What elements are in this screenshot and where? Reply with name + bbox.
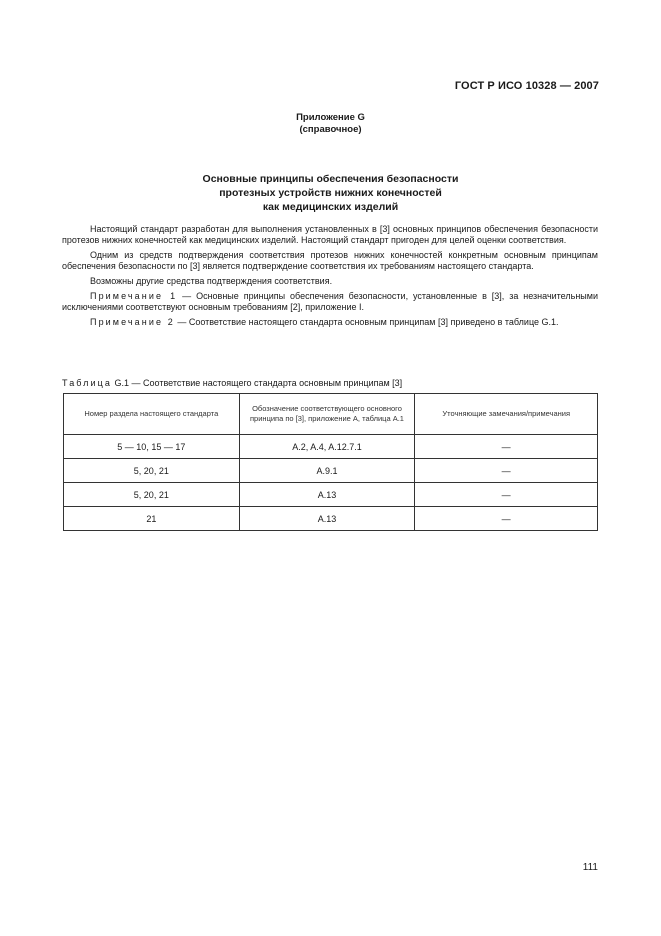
title-line-3: как медицинских изделий [262, 201, 399, 213]
compliance-table [63, 393, 598, 531]
table-row [64, 507, 598, 531]
table-cell: — [415, 507, 598, 531]
appendix-title [0, 172, 661, 214]
table-caption-text: G.1 — Соответствие настоящего стандарта основным принципам [3] [112, 378, 403, 388]
table-cell: — [415, 459, 598, 483]
table-cell: 5 — 10, 15 — 17 [64, 435, 240, 459]
table-cell: A.13 [239, 483, 415, 507]
page-number: 111 [582, 862, 598, 873]
table-row [64, 483, 598, 507]
header-section-number: Номер раздела настоящего стандарта [64, 394, 240, 435]
note-1 [62, 291, 598, 314]
table-row [64, 459, 598, 483]
table-cell: A.13 [239, 507, 415, 531]
table-cell: — [415, 483, 598, 507]
header-remarks: Уточняющие замечания/примечания [415, 394, 598, 435]
paragraph-1: Настоящий стандарт разработан для выполнения установленных в [3] основных принципов обеспечения безопасности протезов нижних конечностей как медицинских изделий. Настоящий стандарт пригоден для целей оценки соответствия. [62, 224, 598, 246]
table-cell: — [415, 435, 598, 459]
table-cell: 5, 20, 21 [64, 459, 240, 483]
standard-code: ГОСТ Р ИСО 10328 — 2007 [454, 80, 599, 92]
body-text [62, 224, 598, 328]
table-caption-label: Таблица [62, 378, 112, 388]
table-header-row [64, 394, 598, 435]
note-1-label: Примечание 1 [90, 291, 178, 302]
title-line-1: Основные принципы обеспечения безопасности [202, 173, 459, 185]
table-row [64, 435, 598, 459]
appendix-heading [0, 112, 661, 136]
table-caption [62, 378, 402, 388]
title-line-2: протезных устройств нижних конечностей [219, 187, 442, 199]
paragraph-2: Одним из средств подтверждения соответствия протезов нижних конечностей конкретным основным принципам обеспечения безопасности по [3] является подтверждение соответствия их требованиям настоящего стандарта. [62, 249, 598, 272]
note-2 [62, 317, 598, 328]
appendix-type: (справочное) [299, 124, 362, 135]
table-cell: A.9.1 [239, 459, 415, 483]
note-2-text: — Соответствие настоящего стандарта основным принципам [3] приведено в таблице G.1. [174, 316, 559, 327]
header-principle-designation: Обозначение соответствующего основного принципа по [3], приложение А, таблица А.1 [239, 394, 415, 435]
paragraph-3: Возможны другие средства подтверждения соответствия. [90, 275, 333, 286]
appendix-name: Приложение G [296, 112, 365, 123]
note-1-text: — Основные принципы обеспечения безопасности, установленные в [3], за незначительными исключениями соответствуют основным требованиям [2], приложение I. [62, 291, 598, 313]
table-cell: A.2, A.4, A.12.7.1 [239, 435, 415, 459]
note-2-label: Примечание 2 [90, 316, 175, 327]
table-cell: 5, 20, 21 [64, 483, 240, 507]
table-cell: 21 [64, 507, 240, 531]
